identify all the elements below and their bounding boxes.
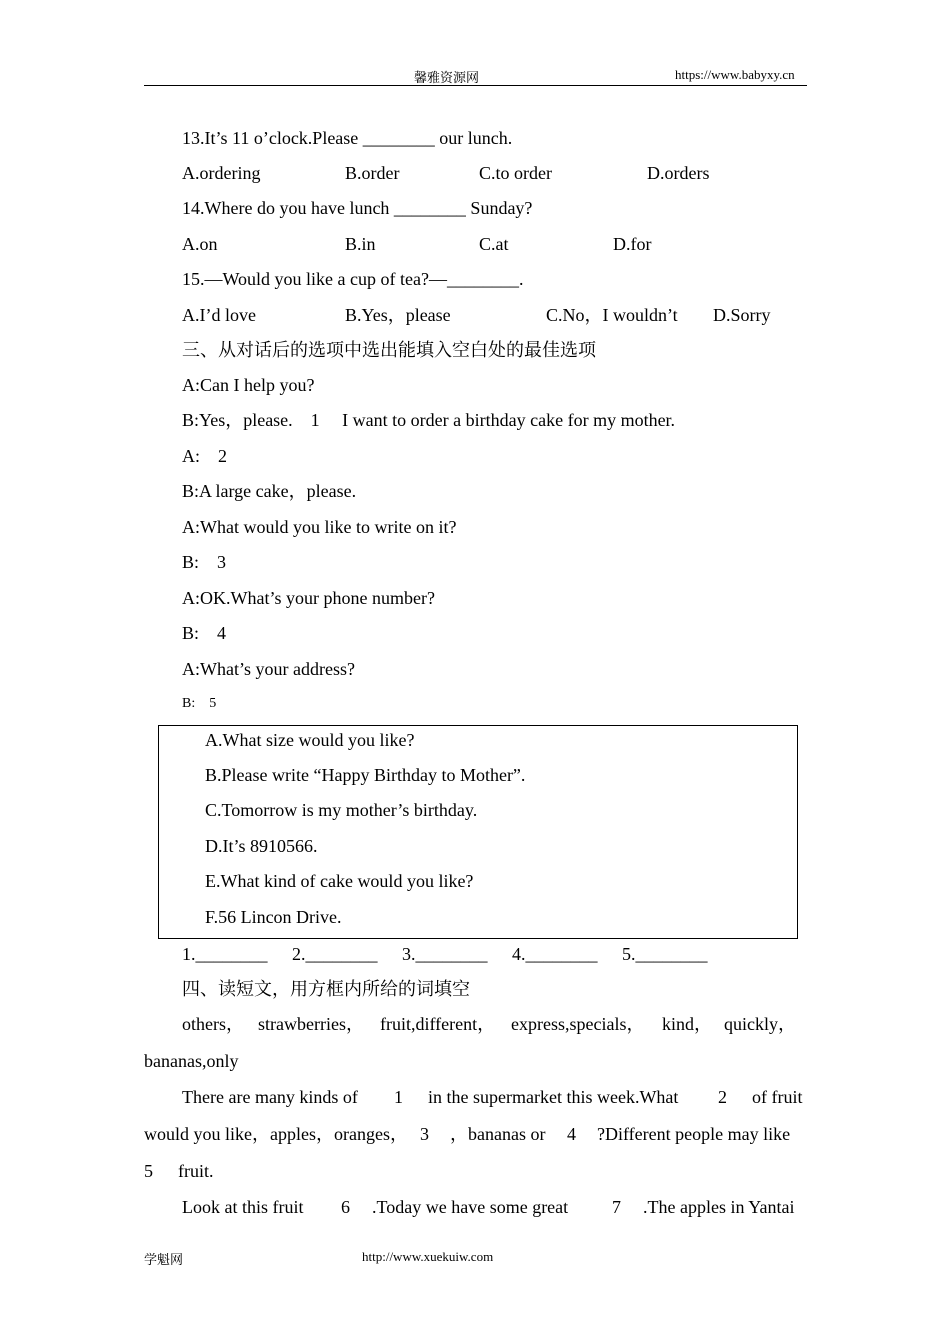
- passage-blank-number: 3: [420, 1124, 429, 1144]
- dialogue-line-4: B:A large cake，please.: [182, 481, 357, 501]
- footer-url: http://www.xuekuiw.com: [362, 1249, 494, 1264]
- dialogue-line-1: A:Can I help you?: [182, 375, 315, 395]
- passage-text: in the supermarket this week.What: [428, 1087, 679, 1107]
- question-13-stem: 13.It’s 11 o’clock.Please ________ our lunch.: [182, 128, 513, 148]
- word-bank-item: strawberries，: [258, 1014, 364, 1034]
- passage-blank-number: 6: [341, 1197, 350, 1217]
- q14-option-d: D.for: [613, 234, 652, 254]
- passage-blank-number: 2: [718, 1087, 727, 1107]
- choice-e: E.What kind of cake would you like?: [205, 871, 474, 891]
- dialogue-line-7: A:OK.What’s your phone number?: [182, 588, 435, 608]
- choice-c: C.Tomorrow is my mother’s birthday.: [205, 800, 478, 820]
- dialogue-line-6: B: 3: [182, 552, 227, 572]
- question-15-stem: 15.—Would you like a cup of tea?—________.: [182, 269, 524, 289]
- passage-blank-number: 4: [567, 1124, 576, 1144]
- word-bank-item: kind，: [662, 1014, 713, 1034]
- passage-blank-number: 1: [394, 1087, 403, 1107]
- section-4-title: 四、读短文，用方框内所给的词填空: [182, 979, 470, 999]
- header-url: https://www.babyxy.cn: [675, 67, 795, 82]
- passage-text: ，bananas or: [450, 1124, 546, 1144]
- answer-blank-5: 5.________: [622, 944, 708, 964]
- q14-option-a: A.on: [182, 234, 218, 254]
- header-site-name: 馨雅资源网: [414, 70, 480, 85]
- passage-text: There are many kinds of: [182, 1087, 358, 1107]
- passage-text: of fruit: [752, 1087, 803, 1107]
- choice-a: A.What size would you like?: [205, 730, 415, 750]
- passage-text: fruit.: [178, 1161, 214, 1181]
- passage-text: would you like，apples，oranges，: [144, 1124, 408, 1144]
- dialogue-line-5: A:What would you like to write on it?: [182, 517, 457, 537]
- word-bank-item: others，: [182, 1014, 244, 1034]
- passage-blank-number: 5: [144, 1161, 153, 1181]
- passage-text: .Today we have some great: [372, 1197, 569, 1217]
- answer-blank-2: 2.________: [292, 944, 378, 964]
- dialogue-line-3: A: 2: [182, 446, 227, 466]
- q13-option-c: C.to order: [479, 163, 552, 183]
- question-14-stem: 14.Where do you have lunch ________ Sunday?: [182, 198, 533, 218]
- word-bank-item: fruit,different，: [380, 1014, 496, 1034]
- dialogue-line-8: B: 4: [182, 623, 227, 643]
- answer-blank-4: 4.________: [512, 944, 598, 964]
- choice-d: D.It’s 8910566.: [205, 836, 318, 856]
- answer-blank-3: 3.________: [402, 944, 488, 964]
- answer-blank-1: 1.________: [182, 944, 268, 964]
- q13-option-d: D.orders: [647, 163, 710, 183]
- q13-option-a: A.ordering: [182, 163, 261, 183]
- passage-blank-number: 7: [612, 1197, 621, 1217]
- choice-f: F.56 Lincon Drive.: [205, 907, 342, 927]
- q14-option-c: C.at: [479, 234, 509, 254]
- header-rule: [144, 85, 807, 86]
- dialogue-line-10: B: 5: [182, 696, 217, 711]
- q13-option-b: B.order: [345, 163, 400, 183]
- choice-b: B.Please write “Happy Birthday to Mother”.: [205, 765, 526, 785]
- q15-option-a: A.I’d love: [182, 305, 256, 325]
- footer-site-name: 学魁网: [144, 1252, 184, 1267]
- q15-option-d: D.Sorry: [713, 305, 771, 325]
- dialogue-line-2: B:Yes，please. 1 I want to order a birthday cake for my mother.: [182, 410, 676, 430]
- passage-text: .The apples in Yantai: [643, 1197, 795, 1217]
- dialogue-line-9: A:What’s your address?: [182, 659, 355, 679]
- section-3-title: 三、从对话后的选项中选出能填入空白处的最佳选项: [182, 340, 596, 360]
- q15-option-c: C.No，I wouldn’t: [546, 305, 678, 325]
- word-bank-item: bananas,only: [144, 1051, 239, 1071]
- passage-text: Look at this fruit: [182, 1197, 304, 1217]
- q15-option-b: B.Yes，please: [345, 305, 451, 325]
- word-bank-item: express,specials，: [511, 1014, 645, 1034]
- word-bank-item: quickly，: [724, 1014, 796, 1034]
- q14-option-b: B.in: [345, 234, 376, 254]
- passage-text: ?Different people may like: [597, 1124, 791, 1144]
